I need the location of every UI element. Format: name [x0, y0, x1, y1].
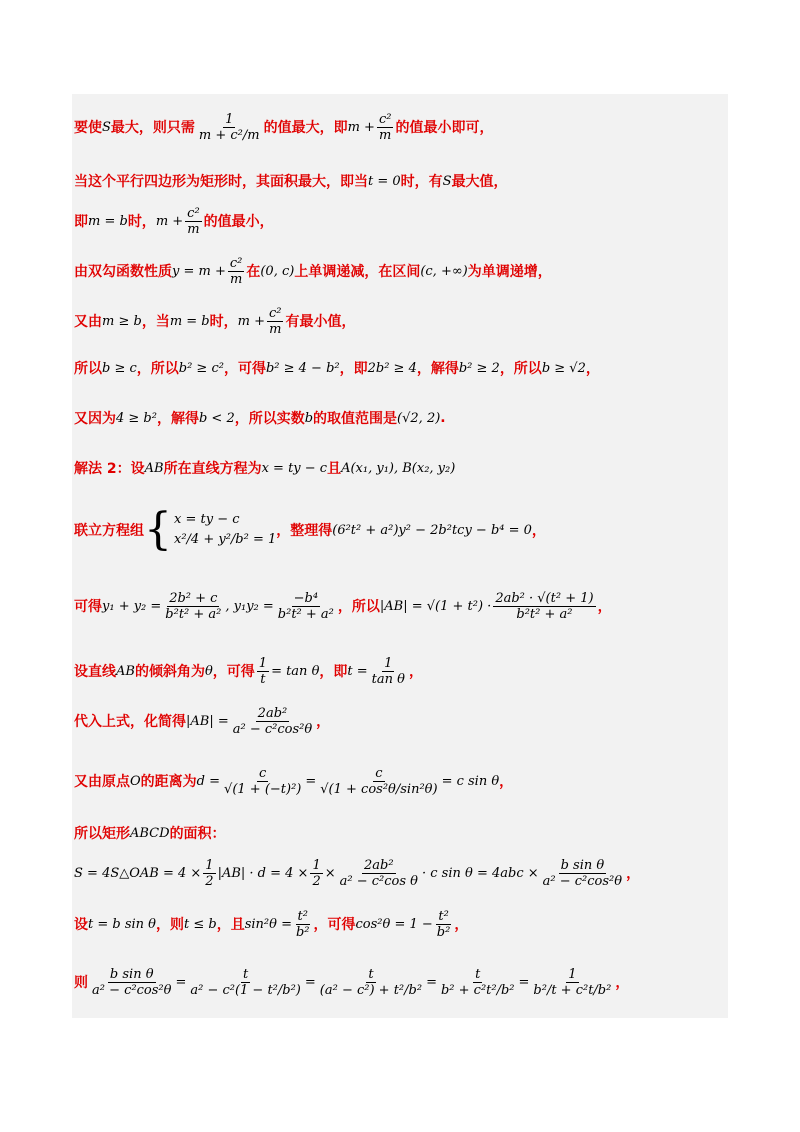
fraction-numerator: t [243, 966, 249, 982]
math-expression: (0, c) [260, 263, 295, 279]
fraction [228, 256, 245, 287]
text-run: 所以矩形 [74, 826, 130, 842]
fraction-numerator: 2ab² [364, 857, 394, 873]
math-expression: b [304, 410, 314, 426]
math-expression: t = b sin θ [88, 916, 156, 932]
fraction-denominator: b²/t + c²t/b² [533, 982, 612, 998]
fraction [318, 766, 439, 797]
fraction [185, 206, 202, 237]
math-expression: m + [155, 213, 184, 229]
text-run: 时， [127, 214, 156, 230]
fraction-denominator: 2 [205, 873, 214, 889]
fraction-denominator: t [260, 671, 266, 687]
text-run: 设直线 [74, 664, 116, 680]
text-run: 所以 [74, 361, 102, 377]
fraction-numerator: 2b² + c [169, 590, 218, 606]
text-run: ，可得 [212, 664, 255, 680]
fraction-denominator: √(1 + (−t)²) [224, 781, 302, 797]
text-run: 的值最小即可， [395, 120, 494, 136]
text-run: ， [316, 714, 331, 730]
fraction-denominator: a² − c²cos²θ [232, 721, 313, 737]
fraction-numerator: c² [378, 111, 392, 127]
line-12 [74, 700, 330, 742]
text-run: 又由 [74, 314, 102, 330]
text-run: ，且 [216, 917, 245, 933]
text-run: ，所以 [136, 361, 179, 377]
text-run: 最大值， [451, 174, 508, 190]
line-7 [74, 404, 446, 432]
text-run: 有最小值， [285, 314, 356, 330]
math-expression: = [305, 773, 317, 789]
text-run: 联立方程组 [74, 523, 144, 539]
fraction-numerator: c² [187, 205, 200, 221]
math-expression: t = 0 [368, 173, 401, 189]
line-1 [74, 104, 493, 150]
text-run: 又由原点 [74, 774, 130, 790]
text-run: ， [597, 599, 612, 615]
fraction-denominator: b² [295, 924, 310, 940]
math-expression: |AB| = √(1 + t²) · [379, 598, 492, 614]
fraction-numerator: 2ab² [257, 705, 288, 721]
fraction [276, 591, 336, 622]
line-16 [74, 902, 468, 946]
text-run: ，可得 [313, 917, 356, 933]
text-run: 上单调递减，在区间 [294, 264, 421, 280]
text-run: 的倾斜角为 [134, 664, 205, 680]
fraction-denominator: tan θ [371, 671, 405, 687]
math-expression: = [426, 974, 437, 990]
fraction [90, 967, 173, 998]
equation-system [144, 504, 277, 555]
text-run: 的值最小， [203, 214, 274, 230]
text-run: 由双勾函数性质 [74, 264, 172, 280]
math-expression: m ≥ b [102, 313, 142, 329]
math-expression: b ≥ √2 [541, 360, 586, 376]
fraction-numerator: 1 [384, 655, 393, 671]
fraction [435, 909, 453, 940]
text-run: ， [615, 975, 630, 991]
math-expression: O [130, 773, 141, 789]
fraction-numerator: c² [229, 255, 243, 271]
fraction-numerator: t² [438, 908, 449, 924]
text-run: ，所以 [499, 361, 542, 377]
fraction-denominator: b²t² + a² [516, 606, 573, 622]
text-run: ， [499, 774, 514, 790]
fraction [377, 112, 394, 143]
fraction-denominator: b² + c²t²/b² [440, 982, 515, 998]
math-expression: θ [204, 663, 213, 679]
text-run: . [440, 410, 446, 426]
fraction-numerator: −b⁴ [293, 590, 319, 606]
line-8 [74, 455, 455, 481]
fraction-denominator: m [229, 271, 243, 287]
math-expression: AB [116, 663, 135, 679]
math-expression: ABCD [130, 825, 170, 841]
text-run: 解法 2：设 [74, 461, 145, 477]
fraction-denominator: (a² − c²) + t²/b² [319, 982, 423, 998]
fraction-denominator: √(1 + cos²θ/sin²θ) [320, 781, 438, 797]
fraction-numerator: t [368, 966, 374, 982]
text-run: 的值最大，即 [263, 120, 348, 136]
math-expression: b² ≥ 2 [458, 360, 500, 376]
math-expression: t = [347, 663, 368, 679]
math-expression: S [442, 173, 452, 189]
fraction-numerator: 1 [225, 111, 234, 127]
fraction [222, 766, 303, 797]
text-run: ，则 [156, 917, 184, 933]
line-17 [74, 952, 629, 1012]
fraction-numerator: 1 [568, 966, 577, 982]
fraction [541, 858, 624, 889]
math-expression: AB [144, 460, 164, 476]
fraction [370, 656, 407, 687]
text-run: 时， [209, 314, 238, 330]
fraction [257, 656, 269, 687]
fraction [310, 858, 322, 889]
line-10 [74, 584, 612, 628]
text-run: ， [626, 866, 641, 882]
fraction-numerator: b sin θ [560, 857, 605, 873]
text-run: ，即 [339, 361, 368, 377]
text-run: 又因为 [74, 411, 116, 427]
math-expression: S [102, 119, 111, 135]
fraction [267, 306, 284, 337]
fraction-denominator: m [379, 127, 392, 143]
text-run: ，所以实数 [234, 411, 305, 427]
text-run: ，整理得 [276, 523, 333, 539]
fraction-denominator: b² [436, 924, 451, 940]
math-expression: |AB| · d = 4 × [217, 865, 309, 881]
text-run: 所在直线方程为 [163, 461, 262, 477]
fraction-numerator: b sin θ [109, 966, 154, 982]
math-expression: y = m + [172, 263, 226, 279]
fraction-numerator: c² [268, 305, 282, 321]
line-9 [74, 500, 546, 560]
fraction-denominator: m [269, 321, 282, 337]
math-expression: b < 2 [198, 410, 235, 426]
fraction [493, 591, 595, 622]
text-run: 且 [327, 461, 342, 477]
math-expression: y₁ + y₂ = [102, 598, 162, 614]
fraction [188, 967, 303, 998]
math-expression: = [518, 974, 530, 990]
text-run: ， [585, 361, 600, 377]
text-run: ，解得 [156, 411, 199, 427]
text-run: 则 [74, 975, 88, 991]
text-run: 最大，则只需 [110, 120, 195, 136]
fraction-numerator: 1 [312, 857, 321, 873]
fraction-numerator: 2ab² · √(t² + 1) [495, 590, 594, 606]
math-expression: = tan θ [271, 663, 320, 679]
fraction-denominator: m [187, 221, 200, 237]
text-run: 的取值范围是 [313, 411, 398, 427]
text-run: 要使 [74, 120, 102, 136]
math-expression: · c sin θ = 4abc × [422, 865, 539, 881]
text-run: ，所以 [337, 599, 380, 615]
math-expression: m + [347, 119, 375, 135]
line-15 [74, 850, 640, 896]
math-expression: 2b² ≥ 4 [367, 360, 417, 376]
line-5 [74, 300, 355, 342]
line-14 [74, 822, 226, 844]
text-run: ，可得 [223, 361, 266, 377]
math-expression: (6²t² + a²)y² − 2b²tcy − b⁴ = 0 [332, 522, 532, 538]
math-expression: t ≤ b [184, 916, 217, 932]
math-expression: m + [237, 313, 265, 329]
fraction-numerator: c [259, 765, 267, 781]
math-expression: (√2, 2) [397, 410, 441, 426]
text-run: ，即 [319, 664, 348, 680]
text-run: 的面积： [169, 826, 226, 842]
fraction [531, 967, 613, 998]
math-expression: = [304, 974, 316, 990]
math-expression: sin²θ = [244, 916, 292, 932]
fraction [294, 909, 312, 940]
fraction [203, 858, 215, 889]
fraction-denominator: 2 [312, 873, 321, 889]
fraction [231, 706, 314, 737]
fraction-denominator: a² − c²(1 − t²/b²) [190, 982, 301, 998]
text-run: 设 [74, 917, 88, 933]
fraction-denominator: a² − c²cos θ [339, 873, 418, 889]
fraction-denominator: a² − c²cos²θ [92, 982, 172, 998]
line-4 [74, 250, 552, 292]
text-run: 在 [246, 264, 261, 280]
fraction [439, 967, 517, 998]
text-run: ，当 [141, 314, 170, 330]
text-run: 为单调递增， [467, 264, 552, 280]
text-run: 时，有 [400, 174, 443, 190]
math-expression: b² ≥ c² [178, 360, 224, 376]
line-6 [74, 355, 600, 381]
math-expression: d = [196, 773, 221, 789]
math-expression: x = ty − c [261, 460, 328, 476]
fraction-numerator: 1 [258, 655, 268, 671]
math-expression: (c, +∞) [420, 263, 468, 279]
text-run: ， [454, 917, 469, 933]
fraction-denominator: a² − c²cos²θ [542, 873, 623, 889]
fraction-denominator: b²t² + a² [277, 606, 334, 622]
math-expression: cos²θ = 1 − [355, 916, 433, 932]
fraction-numerator: t [475, 966, 481, 982]
math-expression: × [324, 865, 336, 881]
system-row: x²/4 + y²/b² = 1 [174, 532, 277, 547]
fraction [338, 858, 420, 889]
fraction-denominator: m + c²/m [198, 127, 260, 143]
math-expression: , y₁y₂ = [225, 598, 274, 614]
text-run: 可得 [74, 599, 102, 615]
math-expression: m = b [88, 213, 128, 229]
fraction-numerator: t² [297, 908, 308, 924]
line-11 [74, 650, 423, 692]
math-expression: = c sin θ [441, 773, 500, 789]
fraction-denominator: b²t² + a² [165, 606, 222, 622]
text-run: ， [408, 664, 423, 680]
math-expression: b ≥ c [102, 360, 137, 376]
text-run: 当这个平行四边形为矩形时，其面积最大，即当 [74, 174, 368, 190]
system-row: x = ty − c [174, 512, 240, 527]
math-expression: S = 4S△OAB = 4 × [74, 865, 202, 881]
fraction-numerator: c [375, 765, 383, 781]
text-run: 的距离为 [140, 774, 197, 790]
math-expression: A(x₁, y₁), B(x₂, y₂) [341, 460, 456, 476]
math-expression: b² ≥ 4 − b² [265, 360, 340, 376]
fraction [163, 591, 223, 622]
math-expression: = [175, 974, 187, 990]
text-run: ，解得 [416, 361, 459, 377]
text-run: ， [531, 523, 546, 539]
math-expression: |AB| = [186, 713, 229, 729]
line-2 [74, 170, 508, 192]
line-13 [74, 752, 513, 810]
left-brace-icon: { [144, 504, 172, 555]
fraction [318, 967, 424, 998]
fraction-numerator: 1 [205, 857, 214, 873]
line-3 [74, 200, 274, 242]
text-run: 即 [74, 214, 88, 230]
text-run: 代入上式，化简得 [74, 714, 186, 730]
math-expression: 4 ≥ b² [116, 410, 157, 426]
fraction [197, 112, 262, 143]
math-expression: m = b [169, 313, 210, 329]
